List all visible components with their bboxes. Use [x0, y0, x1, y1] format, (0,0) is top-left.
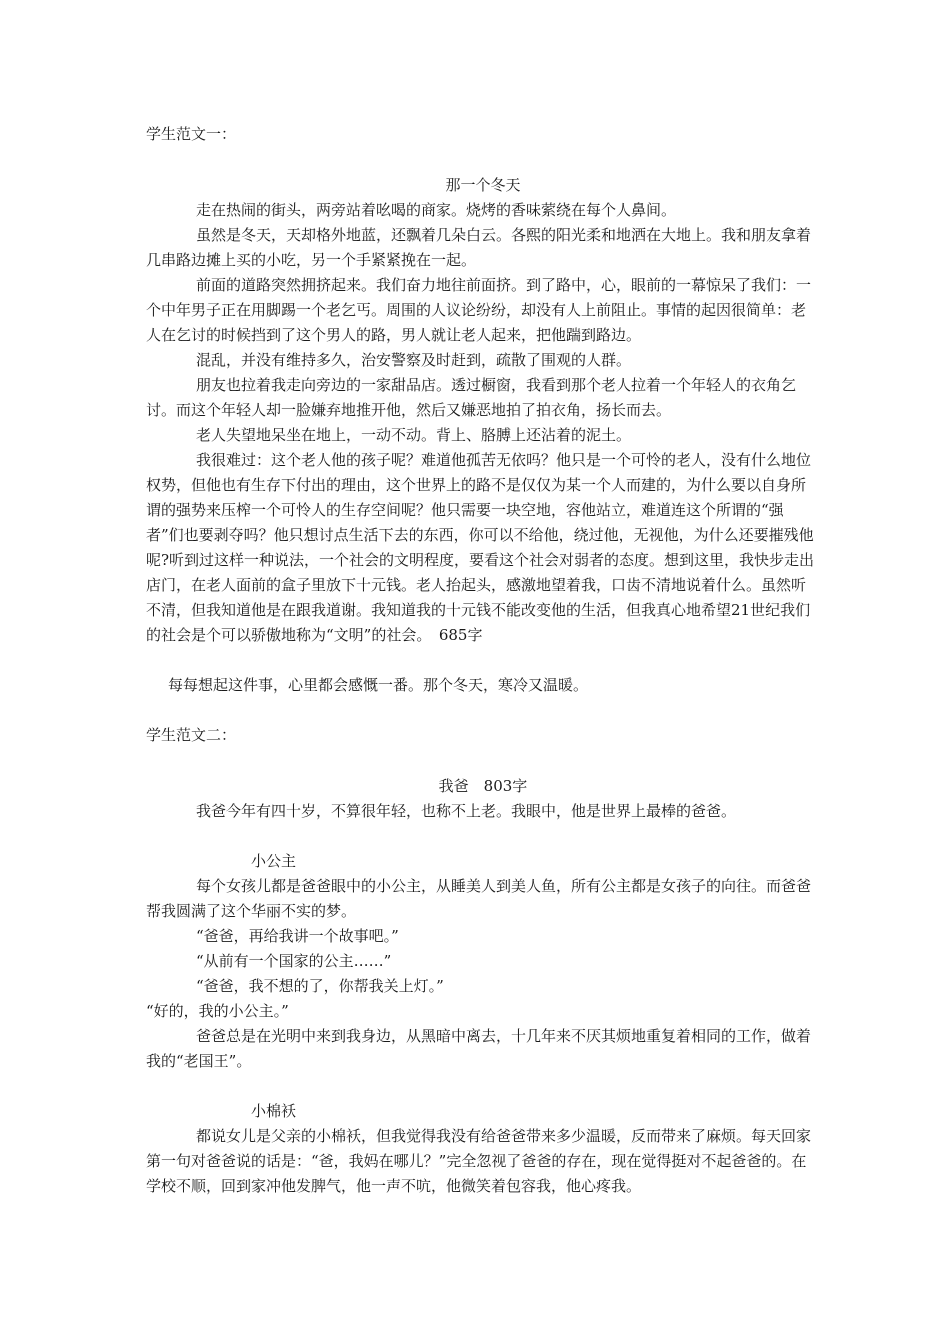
paragraph: 前面的道路突然拥挤起来。我们奋力地往前面挤。到了路中，心，眼前的一幕惊呆了我们：一个中年男子正在用脚踢一个老乞丐。周围的人议论纷纷，却没有人上前阻止。事情的起因很简单：老人在乞讨的时候挡到了这个男人的路，男人就让老人起来，把他踹到路边。	[146, 276, 812, 344]
dialogue-line: “爸爸，我不想的了，你帮我关上灯。”	[196, 977, 444, 995]
section-heading: 小棉袄	[251, 1102, 297, 1120]
paragraph: 每个女孩儿都是爸爸眼中的小公主，从睡美人到美人鱼，所有公主都是女孩子的向往。而爸爸帮我圆满了这个华丽不实的梦。	[146, 877, 812, 920]
essay-label-1: 学生范文一：	[146, 125, 237, 143]
paragraph: 都说女儿是父亲的小棉袄，但我觉得我没有给爸爸带来多少温暖，反而带来了麻烦。每天回家第一句对爸爸说的话是：“爸，我妈在哪儿？”完全忽视了爸爸的存在，现在觉得挺对不起爸爸的。在学校不顺，回到家冲他发脾气，他一声不吭，他微笑着包容我，他心疼我。	[146, 1127, 812, 1195]
essay-title-1: 那一个冬天	[445, 176, 521, 194]
paragraph: 朋友也拉着我走向旁边的一家甜品店。透过橱窗，我看到那个老人拉着一个年轻人的衣角乞讨。而这个年轻人却一脸嫌弃地推开他，然后又嫌恶地拍了拍衣角，扬长而去。	[146, 376, 797, 419]
essay-label-2: 学生范文二：	[146, 726, 237, 744]
dialogue-line: “好的，我的小公主。”	[146, 1002, 289, 1020]
paragraph: 爸爸总是在光明中来到我身边，从黑暗中离去，十几年来不厌其烦地重复着相同的工作，做着我的“老国王”。	[146, 1027, 812, 1070]
document-body	[146, 122, 820, 1199]
paragraph: 每每想起这件事，心里都会感慨一番。那个冬天，寒冷又温暖。	[168, 676, 589, 694]
dialogue-line: “爸爸，再给我讲一个故事吧。”	[196, 927, 399, 945]
paragraph: 走在热闹的街头，两旁站着吆喝的商家。烧烤的香味萦绕在每个人鼻间。	[196, 201, 677, 219]
paragraph: 我很难过：这个老人他的孩子呢？难道他孤苦无依吗？他只是一个可怜的老人，没有什么地位权势，但他也有生存下付出的理由，这个世界上的路不是仅仅为某一个人而建的，为什么要以自身所谓的强势来压榨一个可怜人的生存空间呢？他只需要一块空地，容他站立，难道连这个所谓的“强者”们也要剥夺吗？他只想讨点生活下去的东西，你可以不给他，绕过他，无视他，为什么还要摧残他呢?听到过这样一种说法，一个社会的文明程度，要看这个社会对弱者的态度。想到这里，我快步走出店门，在老人面前的盒子里放下十元钱。老人抬起头，感激地望着我，口齿不清地说着什么。虽然听不清，但我知道他是在跟我道谢。我知道我的十元钱不能改变他的生活，但我真心地希望21世纪我们的社会是个可以骄傲地称为“文明”的社会。 685字	[146, 451, 815, 644]
paragraph: 我爸今年有四十岁，不算很年轻，也称不上老。我眼中，他是世界上最棒的爸爸。	[196, 802, 737, 820]
essay-title-2: 我爸 803字	[438, 777, 528, 795]
dialogue-line: “从前有一个国家的公主……”	[196, 952, 392, 970]
paragraph: 虽然是冬天，天却格外地蓝，还飘着几朵白云。各熙的阳光柔和地洒在大地上。我和朋友拿着几串路边摊上买的小吃，另一个手紧紧挽在一起。	[146, 226, 812, 269]
paragraph: 混乱，并没有维持多久，治安警察及时赶到，疏散了围观的人群。	[196, 351, 632, 369]
paragraph: 老人失望地呆坐在地上，一动不动。背上、胳膊上还沾着的泥土。	[196, 426, 632, 444]
section-heading: 小公主	[251, 852, 297, 870]
